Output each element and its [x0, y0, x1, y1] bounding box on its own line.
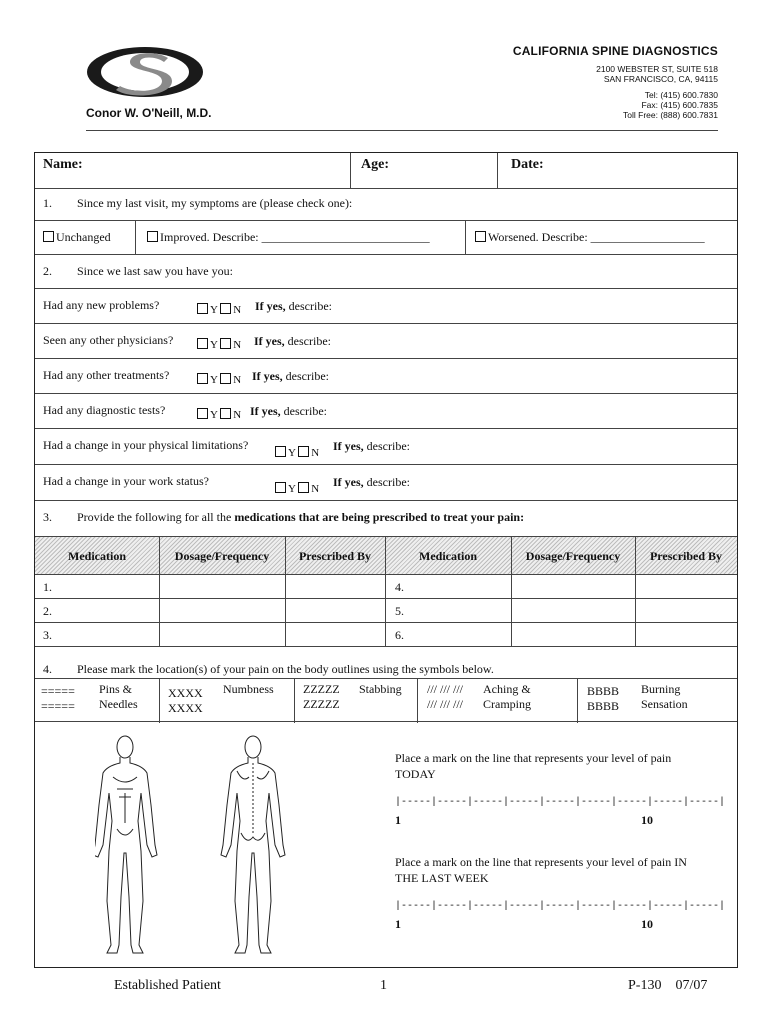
pain-week-label: THE LAST WEEK — [395, 871, 489, 885]
yes-no-choice[interactable]: Y N — [197, 338, 241, 351]
q4-number: 4. — [43, 662, 52, 676]
q2-item-label: Seen any other physicians? — [43, 333, 174, 347]
pain-today-max: 10 — [641, 813, 653, 827]
yes-no-choice[interactable]: Y N — [275, 446, 319, 459]
q4-text: Please mark the location(s) of your pain on the body outlines using the symbols below. — [77, 662, 494, 676]
col-medication: Medication — [419, 549, 477, 563]
clinic-tollfree: Toll Free: (888) 600.7831 — [623, 110, 718, 120]
row-number: 3. — [43, 628, 52, 642]
yes-no-choice[interactable]: Y N — [197, 303, 241, 316]
footer-patient-type: Established Patient — [114, 978, 221, 993]
symbol-burning-mark: BBBB BBBB — [587, 684, 620, 713]
symbol-numbness-mark: XXXX XXXX — [168, 686, 203, 715]
name-field[interactable]: Name: — [43, 157, 83, 172]
if-yes-describe[interactable]: If yes, describe: — [252, 369, 329, 383]
symbol-numbness-label: Numbness — [223, 682, 274, 696]
clinic-tel: Tel: (415) 600.7830 — [644, 90, 718, 100]
body-front-outline — [95, 736, 157, 953]
q2-item-row — [35, 289, 737, 324]
row-number: 1. — [43, 580, 52, 594]
q2-item-row — [35, 429, 737, 465]
symbol-pins-needles-mark: ===== ===== — [41, 684, 75, 713]
pain-today-label: TODAY — [395, 767, 436, 781]
worsened-checkbox[interactable] — [475, 231, 486, 242]
col-medication: Medication — [68, 549, 126, 563]
q3-number: 3. — [43, 510, 52, 524]
table-row[interactable] — [35, 599, 737, 623]
symbol-stabbing-label: Stabbing — [359, 682, 402, 696]
footer-page-number: 1 — [380, 978, 387, 993]
q2-item-label: Had any new problems? — [43, 298, 160, 312]
clinic-name: CALIFORNIA SPINE DIAGNOSTICS — [512, 44, 718, 58]
symbol-pins-needles-label: Pins & Needles — [99, 682, 138, 711]
unchanged-label: Unchanged — [56, 230, 111, 244]
header-divider — [86, 130, 718, 131]
col-prescribed-by: Prescribed By — [649, 549, 723, 563]
col-dosage: Dosage/Frequency — [174, 549, 270, 563]
medication-table-header — [35, 537, 737, 575]
q2-item-row — [35, 465, 737, 501]
worsened-label: Worsened. Describe: ___________________ — [488, 230, 705, 244]
pain-symbols-row — [35, 678, 737, 722]
col-prescribed-by: Prescribed By — [298, 549, 372, 563]
q1-options-row — [35, 221, 737, 255]
option-improved[interactable] — [147, 230, 430, 245]
unchanged-checkbox[interactable] — [43, 231, 54, 242]
pain-today-scale[interactable]: |-----|-----|-----|-----|-----|-----|-----|-----|-----| — [395, 797, 726, 808]
if-yes-describe[interactable]: If yes, describe: — [255, 299, 332, 313]
yes-no-choice[interactable]: Y N — [197, 408, 241, 421]
form-box — [34, 152, 738, 968]
row-number: 5. — [395, 604, 404, 618]
q1-row — [35, 189, 737, 221]
yes-no-choice[interactable]: Y N — [275, 482, 319, 495]
q2-item-label: Had a change in your physical limitations? — [43, 438, 249, 452]
pain-today-instruction: Place a mark on the line that represents your level of pain — [395, 751, 672, 765]
clinic-info — [513, 44, 718, 120]
row-number: 6. — [395, 628, 404, 642]
q2-number: 2. — [43, 264, 52, 278]
clinic-address-2: SAN FRANCISCO, CA, 94115 — [603, 74, 718, 84]
q1-number: 1. — [43, 196, 52, 210]
clinic-address-1: 2100 WEBSTER ST, SUITE 518 — [596, 64, 718, 74]
symbol-aching-mark: /// /// /// /// /// /// — [427, 682, 464, 711]
pain-week-instruction: Place a mark on the line that represents your level of pain IN — [395, 855, 687, 869]
spacer — [35, 647, 737, 659]
pain-week-max: 10 — [641, 917, 653, 931]
option-worsened[interactable] — [475, 230, 705, 245]
col-dosage: Dosage/Frequency — [525, 549, 621, 563]
age-field[interactable]: Age: — [361, 157, 389, 172]
if-yes-describe[interactable]: If yes, describe: — [254, 334, 331, 348]
footer-form-code: P-130 07/07 — [628, 978, 708, 993]
pain-week-scale[interactable]: |-----|-----|-----|-----|-----|-----|-----|-----|-----| — [395, 901, 726, 912]
date-field[interactable]: Date: — [511, 157, 544, 172]
if-yes-describe[interactable]: If yes, describe: — [250, 404, 327, 418]
symbol-aching-label: Aching & Cramping — [483, 682, 531, 711]
q2-item-label: Had any diagnostic tests? — [43, 403, 166, 417]
if-yes-describe[interactable]: If yes, describe: — [333, 475, 410, 489]
patient-info-row — [35, 153, 737, 189]
symbol-stabbing-mark: ZZZZZ ZZZZZ — [303, 682, 340, 711]
q3-row — [35, 501, 737, 537]
body-back-outline — [221, 736, 285, 953]
q1-text: Since my last visit, my symptoms are (please check one): — [77, 196, 353, 210]
pain-week-min: 1 — [395, 917, 401, 931]
improved-label: Improved. Describe: ____________________________ — [160, 230, 430, 244]
symbol-burning-label: Burning Sensation — [641, 682, 688, 711]
body-outline-figures[interactable] — [95, 733, 325, 961]
q3-text: Provide the following for all the medications that are being prescribed to treat your pain: — [77, 510, 525, 524]
improved-checkbox[interactable] — [147, 231, 158, 242]
if-yes-describe[interactable]: If yes, describe: — [333, 439, 410, 453]
clinic-logo — [86, 46, 204, 98]
option-unchanged[interactable] — [43, 230, 111, 245]
row-number: 2. — [43, 604, 52, 618]
table-row[interactable] — [35, 575, 737, 599]
table-row[interactable] — [35, 623, 737, 647]
pain-today-min: 1 — [395, 813, 401, 827]
row-number: 4. — [395, 580, 404, 594]
doctor-name: Conor W. O'Neill, M.D. — [86, 106, 212, 120]
clinic-fax: Fax: (415) 600.7835 — [641, 100, 718, 110]
q2-item-row — [35, 359, 737, 394]
yes-no-choice[interactable]: Y N — [197, 373, 241, 386]
q2-item-row — [35, 394, 737, 429]
q2-item-label: Had a change in your work status? — [43, 474, 209, 488]
q2-item-row — [35, 324, 737, 359]
q2-row — [35, 255, 737, 289]
q2-item-label: Had any other treatments? — [43, 368, 170, 382]
q2-text: Since we last saw you have you: — [77, 264, 233, 278]
